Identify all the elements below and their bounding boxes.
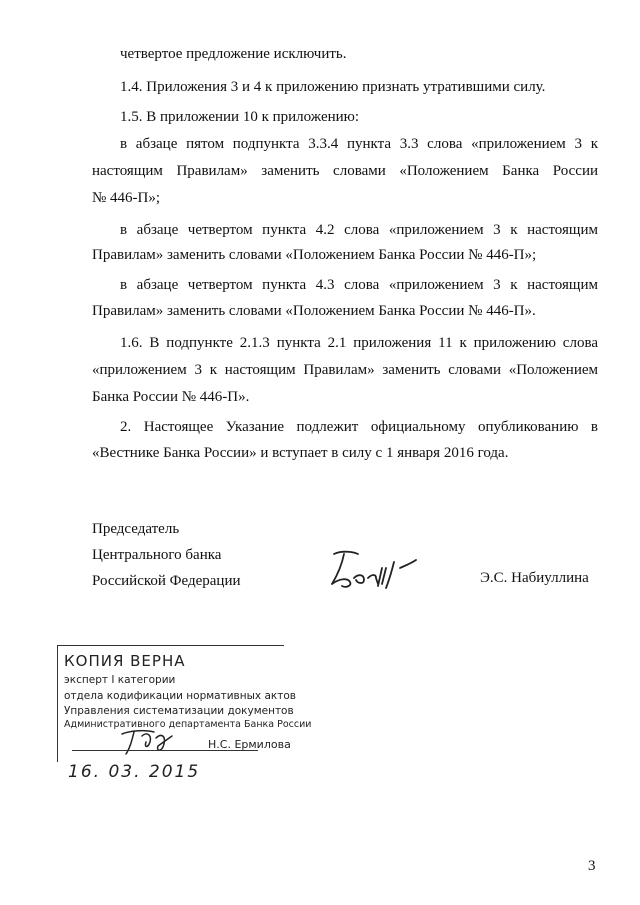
signatory-position xyxy=(92,519,241,597)
page-number: 3 xyxy=(588,858,596,874)
position-line: Центрального банка xyxy=(92,547,222,563)
copy-certification-stamp xyxy=(57,645,312,762)
stamp-line: Управления систематизации документов xyxy=(64,705,294,717)
text-line: 2. Настоящее Указание подлежит официальному опубликованию в xyxy=(120,419,598,435)
stamp-line: Административного департамента Банка России xyxy=(64,719,312,730)
text-line: 1.6. В подпункте 2.1.3 пункта 2.1 приложения 11 к приложению слова xyxy=(120,335,598,351)
stamp-signer-name: Н.С. Ермилова xyxy=(208,738,291,751)
text-line: 1.5. В приложении 10 к приложению: xyxy=(120,109,360,125)
stamp-line: эксперт I категории xyxy=(64,674,176,686)
stamp-date: 16. 03. 2015 xyxy=(68,762,201,782)
signer-name: Э.С. Набиуллина xyxy=(480,570,589,586)
text-line: «приложением 3 к настоящим Правилам» заменить словами «Положением xyxy=(92,362,598,378)
text-line: четвертое предложение исключить. xyxy=(120,46,347,62)
text-line: Правилам» заменить словами «Положением Банка России № 446-П»; xyxy=(92,247,537,263)
text-line: 1.4. Приложения 3 и 4 к приложению признать утратившими силу. xyxy=(120,79,546,95)
text-line: № 446-П»; xyxy=(92,190,161,206)
text-line: «Вестнике Банка России» и вступает в силу с 1 января 2016 года. xyxy=(92,445,509,461)
stamp-line: отдела кодификации нормативных актов xyxy=(64,690,296,702)
position-line: Российской Федерации xyxy=(92,573,241,589)
stamp-handwritten-signature xyxy=(116,726,186,756)
text-line: в абзаце четвертом пункта 4.3 слова «приложением 3 к настоящим xyxy=(120,277,598,293)
text-line: в абзаце четвертом пункта 4.2 слова «приложением 3 к настоящим xyxy=(120,222,598,238)
text-line: Банка России № 446-П». xyxy=(92,389,250,405)
text-line: настоящим Правилам» заменить словами «Положением Банка России xyxy=(92,163,598,179)
position-line: Председатель xyxy=(92,521,180,537)
text-line: Правилам» заменить словами «Положением Банка России № 446-П». xyxy=(92,303,536,319)
stamp-title: КОПИЯ ВЕРНА xyxy=(64,652,186,670)
text-line: в абзаце пятом подпункта 3.3.4 пункта 3.3 слова «приложением 3 к xyxy=(120,136,598,152)
handwritten-signature xyxy=(320,548,430,594)
